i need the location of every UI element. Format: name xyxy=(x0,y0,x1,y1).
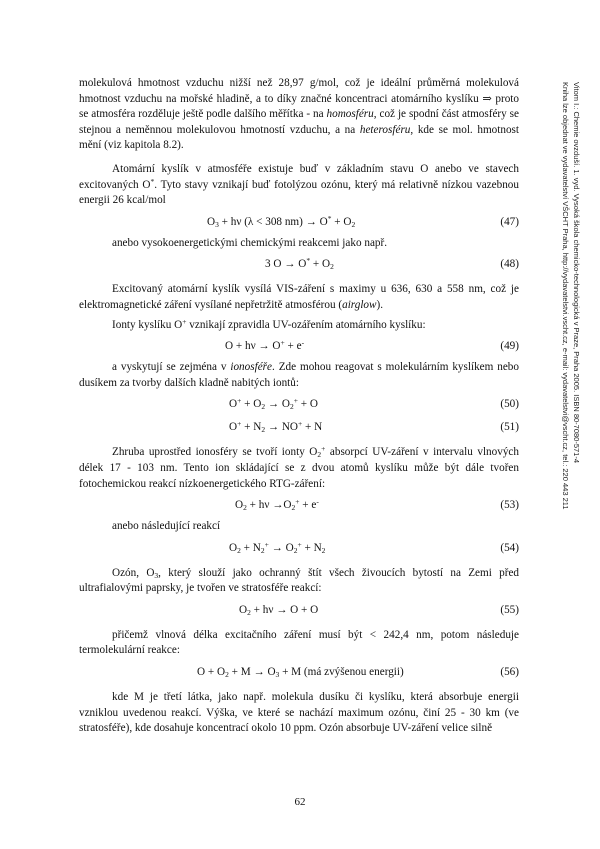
equation-47 xyxy=(79,213,519,232)
superscript: + xyxy=(293,396,298,406)
text: O xyxy=(229,421,238,434)
superscript: + xyxy=(237,419,242,429)
equation-formula xyxy=(239,601,318,620)
paragraph-ionosphere xyxy=(79,360,519,391)
paragraph-high-energy: anebo vysokoenergetickými chemickými reakcemi jako např. xyxy=(112,236,388,249)
text: . Zde mohou reagovat s molekulárním kyslíkem nebo dusíkem za tvorby dalších kladně nabitých iontů: xyxy=(79,361,519,389)
subscript: 2 xyxy=(225,670,229,680)
text: + O xyxy=(297,398,318,411)
subscript: 3 xyxy=(154,570,159,580)
equation-number: (53) xyxy=(500,499,519,512)
page-number: 62 xyxy=(294,796,306,808)
text: Ozón, O xyxy=(112,566,155,579)
text: + e xyxy=(284,340,302,353)
page-body xyxy=(79,76,519,737)
superscript: - xyxy=(316,497,319,507)
text: → O xyxy=(268,541,294,554)
superscript: * xyxy=(327,213,332,223)
term-airglow: airglow xyxy=(342,298,377,311)
term-heterosphere: heterosféru xyxy=(359,123,411,136)
superscript: + xyxy=(264,539,269,549)
subscript: 2 xyxy=(247,607,251,617)
text: , který slouží jako ochranný štít všech živoucích bytostí na Zemi před ultrafialovými paprsky, je tvořen ve stratosféře reakcí: xyxy=(79,566,520,595)
paragraph-oxygen-ions xyxy=(79,318,519,334)
subscript: 3 xyxy=(215,219,219,229)
text: + N xyxy=(302,421,323,434)
subscript: 2 xyxy=(293,545,298,555)
subscript: 2 xyxy=(321,545,326,555)
subscript: 2 xyxy=(289,402,294,412)
equation-formula xyxy=(229,539,325,558)
text: + O xyxy=(241,398,262,411)
citation-line: Vitom I.: Chemie ovzduší. 1. vyd. Vysoká škola chemicko-technologická v Praze, Praha 2005. ISBN 80-7080-571-4 xyxy=(572,82,581,464)
equation-number: (47) xyxy=(500,215,519,228)
text: O + hν → O xyxy=(225,340,281,353)
equation-formula xyxy=(265,255,334,274)
subscript: 2 xyxy=(330,262,334,272)
text: vznikají zpravidla UV-ozářením atomárního kyslíku: xyxy=(186,318,426,331)
subscript: 3 xyxy=(275,670,280,680)
text: . Tyto stavy vznikají buď fotolýzou ozónu, který má relativně nízkou vazebnou energii 26 kcal/mol xyxy=(79,178,519,207)
equation-48 xyxy=(79,255,519,274)
text: O xyxy=(229,398,238,411)
text: O xyxy=(229,541,238,554)
text: a vyskytují se zejména v xyxy=(112,361,231,374)
equation-55 xyxy=(79,601,519,620)
text: O xyxy=(207,215,216,228)
subscript: 2 xyxy=(351,219,356,229)
text: + N xyxy=(241,421,262,434)
text: + hν →O xyxy=(246,499,292,512)
text: Excitovaný atomární kyslík vysílá VIS-záření s maximy u 636, 630 a 558 nm, což je elektromagnetické záření vysílané nepřetržitě atmosférou ( xyxy=(79,283,519,311)
text: Ionty kyslíku O xyxy=(112,318,183,331)
superscript: + xyxy=(295,497,300,507)
subscript: 2 xyxy=(243,503,247,513)
text: + hν (λ < 308 nm) → O xyxy=(218,215,328,228)
equation-53 xyxy=(79,496,519,515)
equation-number: (50) xyxy=(500,398,519,411)
superscript: - xyxy=(301,338,305,348)
subscript: 2 xyxy=(261,402,266,412)
term-homosphere: homosféru xyxy=(326,108,374,121)
text: ). xyxy=(376,298,384,311)
text: 3 O → O xyxy=(265,258,307,271)
text: + N xyxy=(240,541,261,554)
text: → O xyxy=(265,398,290,411)
subscript: 2 xyxy=(237,545,241,555)
text: + O xyxy=(310,258,331,271)
subscript: 2 xyxy=(317,450,322,460)
equation-number: (56) xyxy=(500,666,519,679)
superscript: * xyxy=(150,176,155,186)
equation-number: (49) xyxy=(500,340,519,353)
text: absorpcí UV-záření v intervalu vlnových délek 17 - 103 nm. Tento ion skládající se z dvou atomů kyslíku může být dále tvořen fotochemickou reakcí nízkoenergetického RTG-záření: xyxy=(79,446,519,490)
paragraph-atomic-oxygen xyxy=(79,162,519,209)
paragraph-third-body: kde M je třetí látka, jako např. molekula dusíku či kyslíku, která absorbuje energii vzniklou uvedenou reakcí. Výška, ve které se nachází maximum ozónu, činí 25 - 30 km (ve stratosféře), kde dosahuje koncentrací okolo 10 ppm. Ozón absorbuje UV-záření velice silně xyxy=(79,691,519,735)
paragraph-airglow xyxy=(79,282,519,313)
equation-formula xyxy=(235,496,319,515)
superscript: + xyxy=(297,539,302,549)
text: , kde se mol. hmotnost mění (viz kapitola 8.2). xyxy=(79,123,519,152)
equation-formula xyxy=(207,213,355,232)
superscript: * xyxy=(306,256,311,266)
ordering-line: Kniha lze objednat ve vydavatelství VŠCHT Praha, http://vydavatelstvi.vscht.cz, e-mail: vydavatelstvi@vscht.cz, tel.: 220 443 211 xyxy=(561,82,570,510)
paragraph-wavelength: přičemž vlnová délka excitačního záření musí být < 242,4 nm, potom následuje termolekulární reakce: xyxy=(79,628,519,657)
equation-number: (55) xyxy=(500,603,519,616)
equation-formula xyxy=(229,418,322,437)
superscript: + xyxy=(280,338,285,348)
paragraph-homosphere xyxy=(79,76,519,154)
equation-formula xyxy=(197,663,404,682)
text: O + O xyxy=(197,666,226,679)
subscript: 2 xyxy=(260,545,265,555)
text: , což je spodní část atmosféry se stejnou a neměnnou molekulovou hmotností vzduchu, a na xyxy=(79,108,520,136)
text: O xyxy=(235,499,244,512)
equation-number: (54) xyxy=(500,541,519,554)
subscript: 2 xyxy=(261,425,266,435)
equation-number: (48) xyxy=(500,258,519,271)
term-ionosphere: ionosféře xyxy=(230,361,272,374)
equation-50 xyxy=(79,395,519,414)
paragraph-ozone xyxy=(79,566,519,597)
text: + O xyxy=(331,215,352,228)
text: O xyxy=(239,603,248,616)
paragraph-o2-ions xyxy=(79,445,519,492)
text: → NO xyxy=(265,421,299,434)
equation-number: (51) xyxy=(500,421,519,434)
superscript: + xyxy=(298,419,303,429)
subscript: 2 xyxy=(291,503,296,513)
superscript: + xyxy=(321,444,326,454)
text: + M → O xyxy=(228,666,276,679)
equation-formula xyxy=(229,395,318,414)
text: + e xyxy=(299,499,317,512)
text: Zhruba uprostřed ionosféry se tvoří ionty O xyxy=(112,446,318,459)
text: Atomární kyslík v atmosféře existuje buď v základním stavu O anebo ve stavech excitovaných O xyxy=(79,162,519,191)
equation-51 xyxy=(79,418,519,437)
equation-54 xyxy=(79,539,519,558)
equation-formula xyxy=(225,337,304,356)
text: + N xyxy=(301,541,322,554)
text: + M (má zvýšenou energii) xyxy=(279,666,404,679)
side-citation xyxy=(560,82,582,510)
text: + hν → O + O xyxy=(250,603,319,616)
superscript: + xyxy=(182,316,187,326)
paragraph-following-reaction: anebo následující reakcí xyxy=(112,520,221,533)
text: molekulová hmotnost vzduchu nižší než 28,97 g/mol, což je ideální průměrná molekulová hmotnost vzduchu na mořské hladině, a to díky značné koncentraci atomárního kyslíku ⇒ proto se atmosféra rozděluje ještě podle dalšího měřítka - na xyxy=(79,77,519,121)
equation-56 xyxy=(79,663,519,682)
equation-49 xyxy=(79,337,519,356)
superscript: + xyxy=(237,396,242,406)
